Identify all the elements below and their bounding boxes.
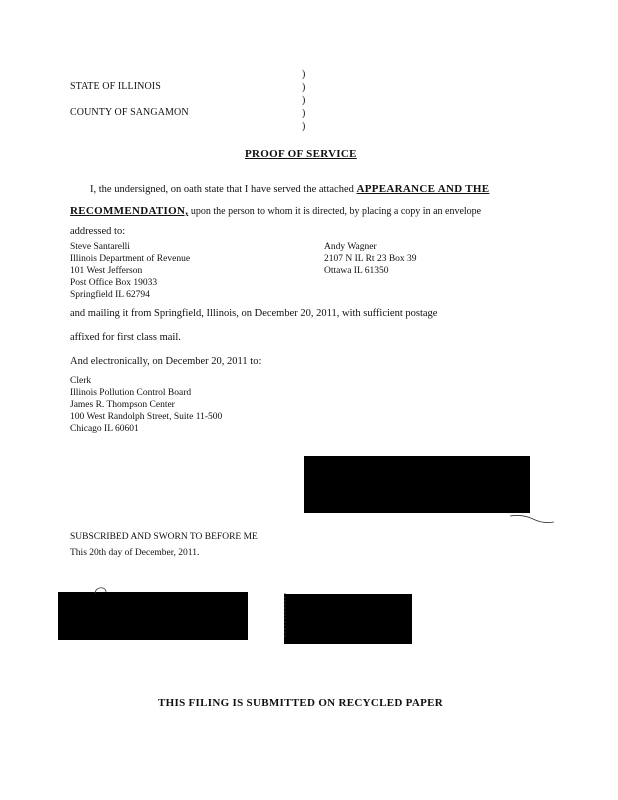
address-line: Steve Santarelli	[70, 242, 130, 252]
electronic-intro: And electronically, on December 20, 2011 to:	[70, 356, 262, 367]
caption-state: STATE OF ILLINOIS	[70, 81, 161, 92]
document-title-ref: RECOMMENDATION,	[70, 205, 189, 217]
mailing-line: and mailing it from Springfield, Illinois, on December 20, 2011, with sufficient postage	[70, 308, 438, 319]
address-line: 100 West Randolph Street, Suite 11-500	[70, 412, 223, 422]
jurat-subscribed: SUBSCRIBED AND SWORN TO BEFORE ME	[70, 532, 258, 542]
paragraph-text: I, the undersigned, on oath state that I have served the attached	[90, 184, 354, 195]
paragraph-line	[70, 205, 481, 218]
mailing-line: affixed for first class mail.	[70, 332, 181, 343]
address-line: Ottawa IL 61350	[324, 266, 389, 276]
recycled-paper-footer: THIS FILING IS SUBMITTED ON RECYCLED PAPER	[158, 697, 443, 709]
jurat-date: This 20th day of December, 2011.	[70, 548, 200, 558]
address-line: Illinois Department of Revenue	[70, 254, 191, 264]
address-line: Illinois Pollution Control Board	[70, 388, 192, 398]
address-line: Clerk	[70, 376, 92, 386]
caption-paren: )	[302, 95, 306, 106]
address-line: James R. Thompson Center	[70, 400, 175, 410]
address-line: 2107 N IL Rt 23 Box 39	[324, 254, 417, 264]
address-line: Post Office Box 19033	[70, 278, 158, 288]
caption-county: COUNTY OF SANGAMON	[70, 107, 189, 118]
page-title: PROOF OF SERVICE	[245, 148, 357, 160]
notary-seal-border	[281, 591, 293, 641]
notary-signature-loop	[92, 584, 112, 596]
redacted-notary-seal	[284, 594, 412, 644]
address-line: Springfield IL 62794	[70, 290, 150, 300]
paragraph-text: upon the person to whom it is directed, by placing a copy in an envelope	[190, 206, 482, 217]
redacted-signature	[304, 456, 530, 513]
signature-stroke-mark	[508, 512, 558, 526]
address-line: Chicago IL 60601	[70, 424, 139, 434]
document-title-ref: APPEARANCE AND THE	[356, 183, 490, 195]
address-line: Andy Wagner	[324, 242, 377, 252]
caption-paren: )	[302, 69, 306, 80]
caption-paren: )	[302, 82, 306, 93]
paragraph-line: addressed to:	[70, 226, 126, 237]
paragraph-line	[90, 183, 489, 196]
caption-paren: )	[302, 108, 306, 119]
address-line: 101 West Jefferson	[70, 266, 143, 276]
caption-paren: )	[302, 121, 306, 132]
redacted-notary-signature	[58, 592, 248, 640]
